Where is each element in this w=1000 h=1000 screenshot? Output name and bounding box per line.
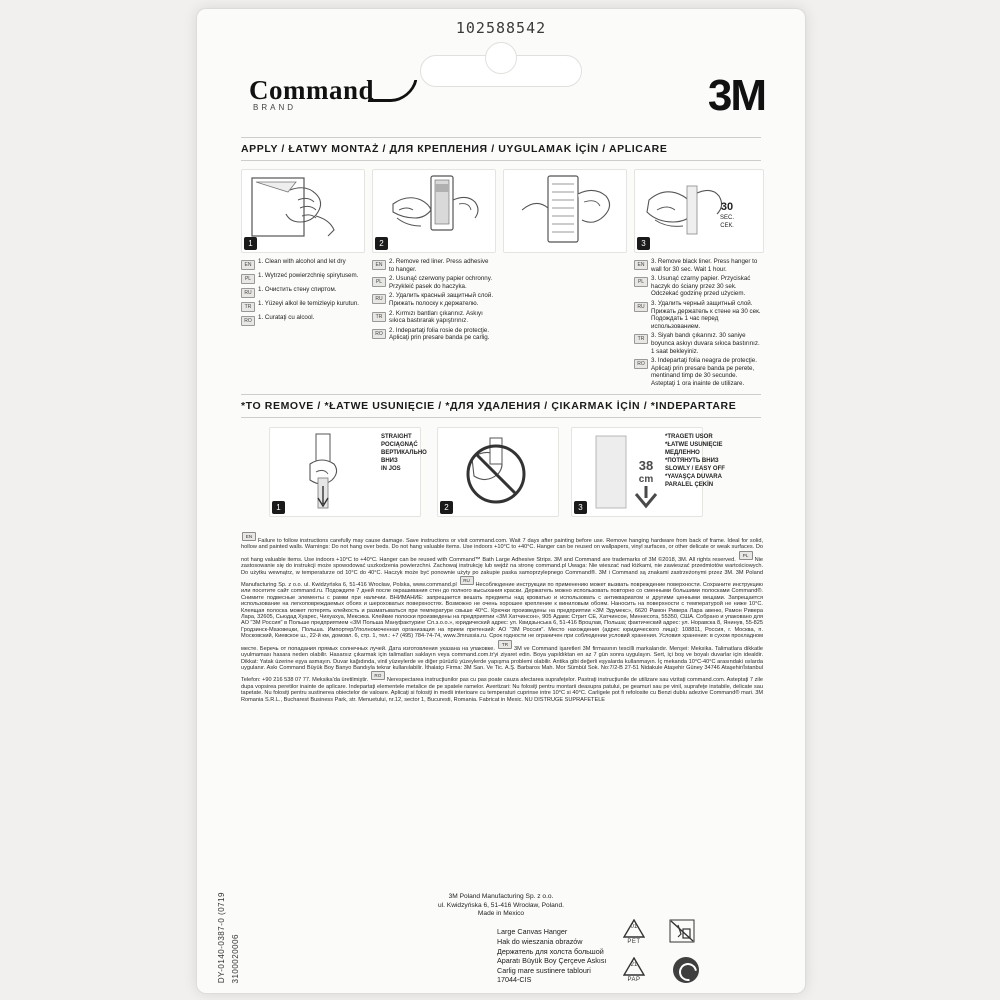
pap-number: 21 <box>630 962 638 968</box>
flag-en: EN <box>634 260 648 270</box>
apply-step-2-illustration <box>372 169 496 253</box>
apply-step-1-badge: 1 <box>244 237 257 250</box>
serial-number: 102588542 <box>455 19 547 37</box>
press-hanger-illustration <box>503 169 627 253</box>
instruction-line <box>372 292 494 307</box>
instruction-line <box>241 272 363 284</box>
instruction-line <box>634 258 762 273</box>
remove-note-line: ВЕРТИКАЛЬНО <box>381 450 427 456</box>
stretch-distance-value: 38 <box>638 458 654 473</box>
lot-code-vertical: DY-0140-0387-0 (0719 <box>217 891 226 983</box>
instruction-line <box>372 310 494 325</box>
apply-steps <box>241 169 761 387</box>
remove-step-2-badge: 2 <box>440 501 453 514</box>
legal-paragraph-pl: Nie zastosowanie się do instrukcji może spowodować uszkodzenia powierzchni. Zachowaj instrukcję lub wejdź na stronę command.pl Uwaga: Nie wieszać nad łóżkami, nie zawieszać przedmiotów wartościowych. Do użytku wewnątrz, w temperaturze od 10°C do 40°C. Haczyk może być ponownie użyty po zakupie paska samoprzylepnego Command®. 3M i Command są znakami zastrzeżonymi przez 3M. 3M Poland Manufacturing Sp. z o.o. ul. Kwidzyńska 6, 51-416 Wrocław, Polska, www.command.pl <box>241 556 763 589</box>
flag-ro: RO <box>634 359 648 369</box>
instruction-text: 3. Remove black liner. Press hanger to wall for 30 sec. Wait 1 hour. <box>651 258 758 273</box>
article-code-vertical: 3100020006 <box>231 933 240 983</box>
legal-paragraph-tr: 3M ve Command işaretleri 3M firmasının tescilli markalarıdır. Menşei: Meksika. Talimatlara dikkatle uyulmaması hasara neden olabilir. Hasarsız çıkarmak için talimatları saklayın veya command.com.tr'yi ziyaret edin. Boya yapıldıktan en az 7 gün sonra uygulayın. Sert, içi boş ve boyalı duvarlar için idealdir. Dikkat: Yatak üzerine eşya asmayın. Duvar kağıdında, vinil yüzeylerde ve diğer pürüzlü yüzeylerde yapışma problemi olabilir. Antika gibi değerli eşyalarda kullanmayın. İç mekanda 10°C-40°C arasındaki ısılarda uygulanır. Askı Command Büyük Boy Banyo Bandıyla tekrar kullanılabilir. İthalatçı Firma: 3M San. Ve Tic. A.Ş. Barbaros Mah. Mor Sümbül Sok. No:7/2-B 27-51 Nidakule Ataşehir Güney 34746 Ataşehir/İstanbul Telefon: +90 216 538 07 77. Meksika'da üretilmiştir. <box>241 645 763 684</box>
hanger-strip-icon <box>504 170 626 252</box>
timer-value: 30 <box>720 201 734 213</box>
instruction-line <box>634 275 762 298</box>
apply-step-3-illustration-block <box>503 169 625 379</box>
instruction-line <box>634 332 762 355</box>
remove-note-line: PARALEL ÇEKİN <box>665 482 714 488</box>
package-card <box>196 8 806 994</box>
flag-en: EN <box>241 260 255 270</box>
flag-tr: TR <box>498 640 512 649</box>
legal-paragraph-en: Failure to follow instructions carefully may cause damage. Save instructions or visit command.com. Wait 7 days after painting before use. Remove hanging hardware from back of frame. Ideal for solid, hollow and painted walls. Warnings: Do not hang over beds. Do not hang valuable items. Use indoors +10°C to +40°C. Hanger can be reused on wallpapers, vinyl surfaces, or other delicate or weak surfaces. Do not hang valuable items. Use indoors +10°C to +40°C. Hanger can be reused with Command™ Bath Large Adhesive Strips. 3M and Command are trademarks of 3M ©2018, 3M. All rights reserved. <box>241 538 763 563</box>
flag-tr: TR <box>634 334 648 344</box>
flag-ru: RU <box>372 294 386 304</box>
product-name-tr: Aparatı Büyük Boy Çerçeve Askısı <box>497 956 607 966</box>
product-name-en: Large Canvas Hanger <box>497 927 568 937</box>
flag-ro: RO <box>371 671 385 680</box>
flag-tr: TR <box>241 302 255 312</box>
remove-step-1-badge: 1 <box>272 501 285 514</box>
apply-step-2 <box>372 169 494 379</box>
remove-note-line: ВНИЗ <box>381 458 398 464</box>
product-name-pl: Hak do wieszania obrazów <box>497 937 583 947</box>
legal-paragraph-ru: Несоблюдение инструкции по применению может вызвать повреждение поверхности. Сохраните инструкцию или посетите сайт command.ru. Подождите 7 дней после окрашивания стен до полного высыхания краски. Держатель можно использовать повторно со сменными большими полосками Command®. Снимите подвесные элементы с рамки при наличии. ВНИМАНИЕ: запрещается вешать предметы над кроватью и использовать с антиквариатом и другими ценными вещами. Запрещается использование на легкоповреждаемых обоях и шероховатых поверхностях. Возможно не очень хорошее крепление к виниловым обоям. Наносить на поверхности с температурой не ниже 10°С. Клеящая полоска может потерять клейкость и разматываться при температуре свыше 40°С. Крючки произведены на предприятии «3М Эдумекс», 6620 Рамон Ривера Лара авеню, Рамон Ривера Лара, 32605, Сьюдад Хуарес, Чихуахуа, Мексика. Клейкие полоски произведены на предприятии «3М Хатчинсон», 905 Адамс Стрит СЕ, Хатчинсон, Миннесота, 55350, США. Собрано и упаковано для АО "ЗМ Россия" в Польше предприятием «3М Польша Мануфактуринг Сп.з.о.о.», юридический адрес: ул. Квидзьнська 6, 51-416 Вроцлав, Польша; фактический адрес: ул. Норавска 8, Янинув, 55-825 Гродзинск-Мазовецки, Польша. Импортер/Уполномоченная организация на прием претензий: АО "ЗМ Россия". Место нахождения (адрес юридического лица): 108811, Россия, г. Москва, п. Московский, Киевское ш., 22-й км, домовл. 6, стр. 1, тел.: +7 (495) 784-74-74, www.3mrussia.ru. Срок годности не ограничен при соблюдении условий хранения. Условия хранения: в сухом прохладном месте. Беречь от попадания прямых солнечных лучей. Дата изготовления указана на упаковке. <box>241 582 763 652</box>
remove-side-note-1 <box>381 433 441 473</box>
instruction-line <box>241 258 363 270</box>
apply-step-1-text <box>241 258 363 326</box>
product-sku: 17044-CIS <box>497 975 532 985</box>
pap-recycling-mark <box>617 957 651 983</box>
legal-text-block <box>241 532 763 882</box>
address-line: 3M Poland Manufacturing Sp. z o.o. <box>448 893 554 900</box>
instruction-text: 1. Очистить стену спиртом. <box>258 286 337 293</box>
instruction-text: 3. Indepartaţi folia neagra de protecţie. Aplicaţi prin presare banda pe perete, mentinand timp de 30 secunde. Asteptaţi 1 ora inainte de utilizare. <box>651 357 757 387</box>
apply-step-3 <box>634 169 762 387</box>
flag-en: EN <box>242 532 256 541</box>
brand-row <box>197 71 805 127</box>
remove-note-line: *ПОТЯНУТЬ ВНИЗ <box>665 458 719 464</box>
instruction-text: 2. Удалить красный защитный слой. Прижать полоску к держателю. <box>389 292 494 307</box>
recycling-marks <box>617 913 767 985</box>
timer-unit-ru: СЕК. <box>720 223 734 229</box>
instruction-line <box>372 258 494 273</box>
flag-pl: PL <box>634 277 648 287</box>
apply-step-2-badge: 2 <box>375 237 388 250</box>
flag-pl: PL <box>739 551 753 560</box>
instruction-text: 1. Wytrzeć powierzchnię spirytusem. <box>258 272 359 279</box>
product-name-ru: Держатель для холста большой <box>497 946 604 956</box>
instruction-line <box>634 300 762 330</box>
remove-note-line: POCIĄGNĄĆ <box>381 442 418 448</box>
instruction-line <box>241 286 363 298</box>
instruction-text: 2. Usunąć czerwony papier ochronny. Przykleić pasek do haczyka. <box>389 275 493 290</box>
flag-tr: TR <box>372 312 386 322</box>
no-littering-icon <box>669 919 695 943</box>
instruction-line <box>372 275 494 290</box>
apply-step-3-illustration <box>634 169 764 253</box>
instruction-line <box>241 300 363 312</box>
pet-label: PET <box>627 939 641 945</box>
flag-ru: RU <box>241 288 255 298</box>
command-swish-icon <box>368 80 418 102</box>
instruction-text: 1. Yüzeyi alkol ile temizleyip kurutun. <box>258 300 359 307</box>
instruction-text: 3. Siyah bandı çıkarınız. 30 saniye boyunca askıyı duvara sıkıca bastırınız. 1 saat bekleyiniz. <box>651 332 760 355</box>
flag-pl: PL <box>241 274 255 284</box>
apply-step-3-badge: 3 <box>637 237 650 250</box>
apply-section-header: APPLY / ŁATWY MONTAŻ / ДЛЯ КРЕПЛЕНИЯ / UYGULAMAK İÇİN / APLICARE <box>241 137 761 161</box>
remove-note-line: STRAIGHT <box>381 434 412 440</box>
address-line: Made in Mexico <box>477 910 525 918</box>
flag-ro: RO <box>241 316 255 326</box>
flag-ru: RU <box>460 576 474 585</box>
instruction-text: 1. Clean with alcohol and let dry <box>258 258 346 265</box>
remove-note-line: SLOWLY / EASY OFF <box>665 466 725 472</box>
do-not-twist-icon <box>438 428 558 516</box>
apply-step-1 <box>241 169 363 379</box>
command-wordmark: Command <box>249 75 375 105</box>
remove-note-line: МЕДЛЕННО <box>665 450 700 456</box>
remove-note-line: *ŁATWE USUNIĘCIE <box>665 442 723 448</box>
remove-step-3-badge: 3 <box>574 501 587 514</box>
green-dot-mark <box>669 957 703 983</box>
instruction-text: 2. Kırmızı bantları çıkarınız. Askıyı sıkıca bastırarak yapıştırınız. <box>389 309 483 325</box>
instruction-text: 1. Curataţi cu alcool. <box>258 314 315 321</box>
instruction-text: 2. Remove red liner. Press adhesive to hanger. <box>389 258 489 273</box>
remove-section-header: *TO REMOVE / *ŁATWE USUNIĘCIE / *ДЛЯ УДАЛЕНИЯ / ÇIKARMAK İÇİN / *INDEPARTARE <box>241 394 761 418</box>
instruction-line <box>634 357 762 387</box>
flag-en: EN <box>372 260 386 270</box>
address-line: ul. Kwidzyńska 6, 51-416 Wrocław, Poland. <box>438 901 564 909</box>
product-name-ro: Carlig mare sustinere tablouri <box>497 965 591 975</box>
pet-recycling-mark <box>617 919 651 945</box>
clean-surface-icon <box>242 170 364 252</box>
green-dot-icon <box>673 957 699 983</box>
timer-unit-en: SEC. <box>719 215 735 221</box>
command-logo <box>249 75 415 106</box>
3m-logo: 3M <box>707 71 765 120</box>
instruction-text: 3. Удалить черный защитный слой. Прижать держатель к стене на 30 сек. Подождать 1 час перед использованием. <box>651 299 761 330</box>
remove-note-line: *TRAGETI USOR <box>665 434 713 440</box>
remove-red-liner-icon <box>373 170 495 252</box>
stretch-distance-unit: cm <box>638 474 654 485</box>
press-to-wall-30-sec-icon <box>635 170 763 252</box>
remove-step-2-illustration <box>437 427 559 517</box>
pet-number: 01 <box>630 924 638 930</box>
instruction-line <box>241 314 363 326</box>
remove-side-note-3 <box>665 433 761 489</box>
apply-step-3-text <box>634 258 762 388</box>
no-littering-mark <box>665 919 699 943</box>
instruction-text: 2. Indepartaţi folia rosie de protecţie. Aplicaţi prin presare banda pe carlig. <box>389 326 490 342</box>
remove-note-line: IN JOS <box>381 466 401 472</box>
flag-ru: RU <box>634 302 648 312</box>
pap-label: PAP <box>627 977 641 983</box>
instruction-line <box>372 327 494 342</box>
instruction-text: 3. Usunąć czarny papier. Przyciskać haczyk do ściany przez 30 sek. Odczekać godzinę przed użyciem. <box>651 275 751 298</box>
apply-step-1-illustration <box>241 169 365 253</box>
legal-paragraph-ro: Nerespectarea instrucţiunilor pas cu pas poate cauza afectarea suprafeţelor. Pastraţi instrucţiunile de utilizare sau vizitaţi command.com. Asteptaţi 7 zile dupa vopsirea peretilor inainte de aplicare. Indepartaţi elementele metalice de pe spatele ramelor. Avertizari: Nu folosiţi pentru montarii deasupra patului, pe geamuri sau pe vinil, suprafeţe instabile, delicate sau tapetate. Nu folosiţi pentru sustinerea obiectelor de valoare. Aplicaţi si folosiţi in medii interioare cu temperaturi cuprinse intre 10°C si 40°C. Carligele pot fi refolosite cu Benzi dublu adezive Command® mari. 3M Romania S.R.L., Bucharest Business Park, str. Menuetului, nr.12, sector 1, Bucuresti, Romania. Fabricat in Mexic. NU DISTRUGE SUPRAFETELE <box>241 677 764 703</box>
remove-step-2 <box>437 427 557 515</box>
command-brand-subtext: BRAND <box>253 103 297 112</box>
flag-ro: RO <box>372 329 386 339</box>
apply-step-2-text <box>372 258 494 342</box>
remove-note-line: *YAVAŞÇA DUVARA <box>665 474 722 480</box>
flag-pl: PL <box>372 277 386 287</box>
